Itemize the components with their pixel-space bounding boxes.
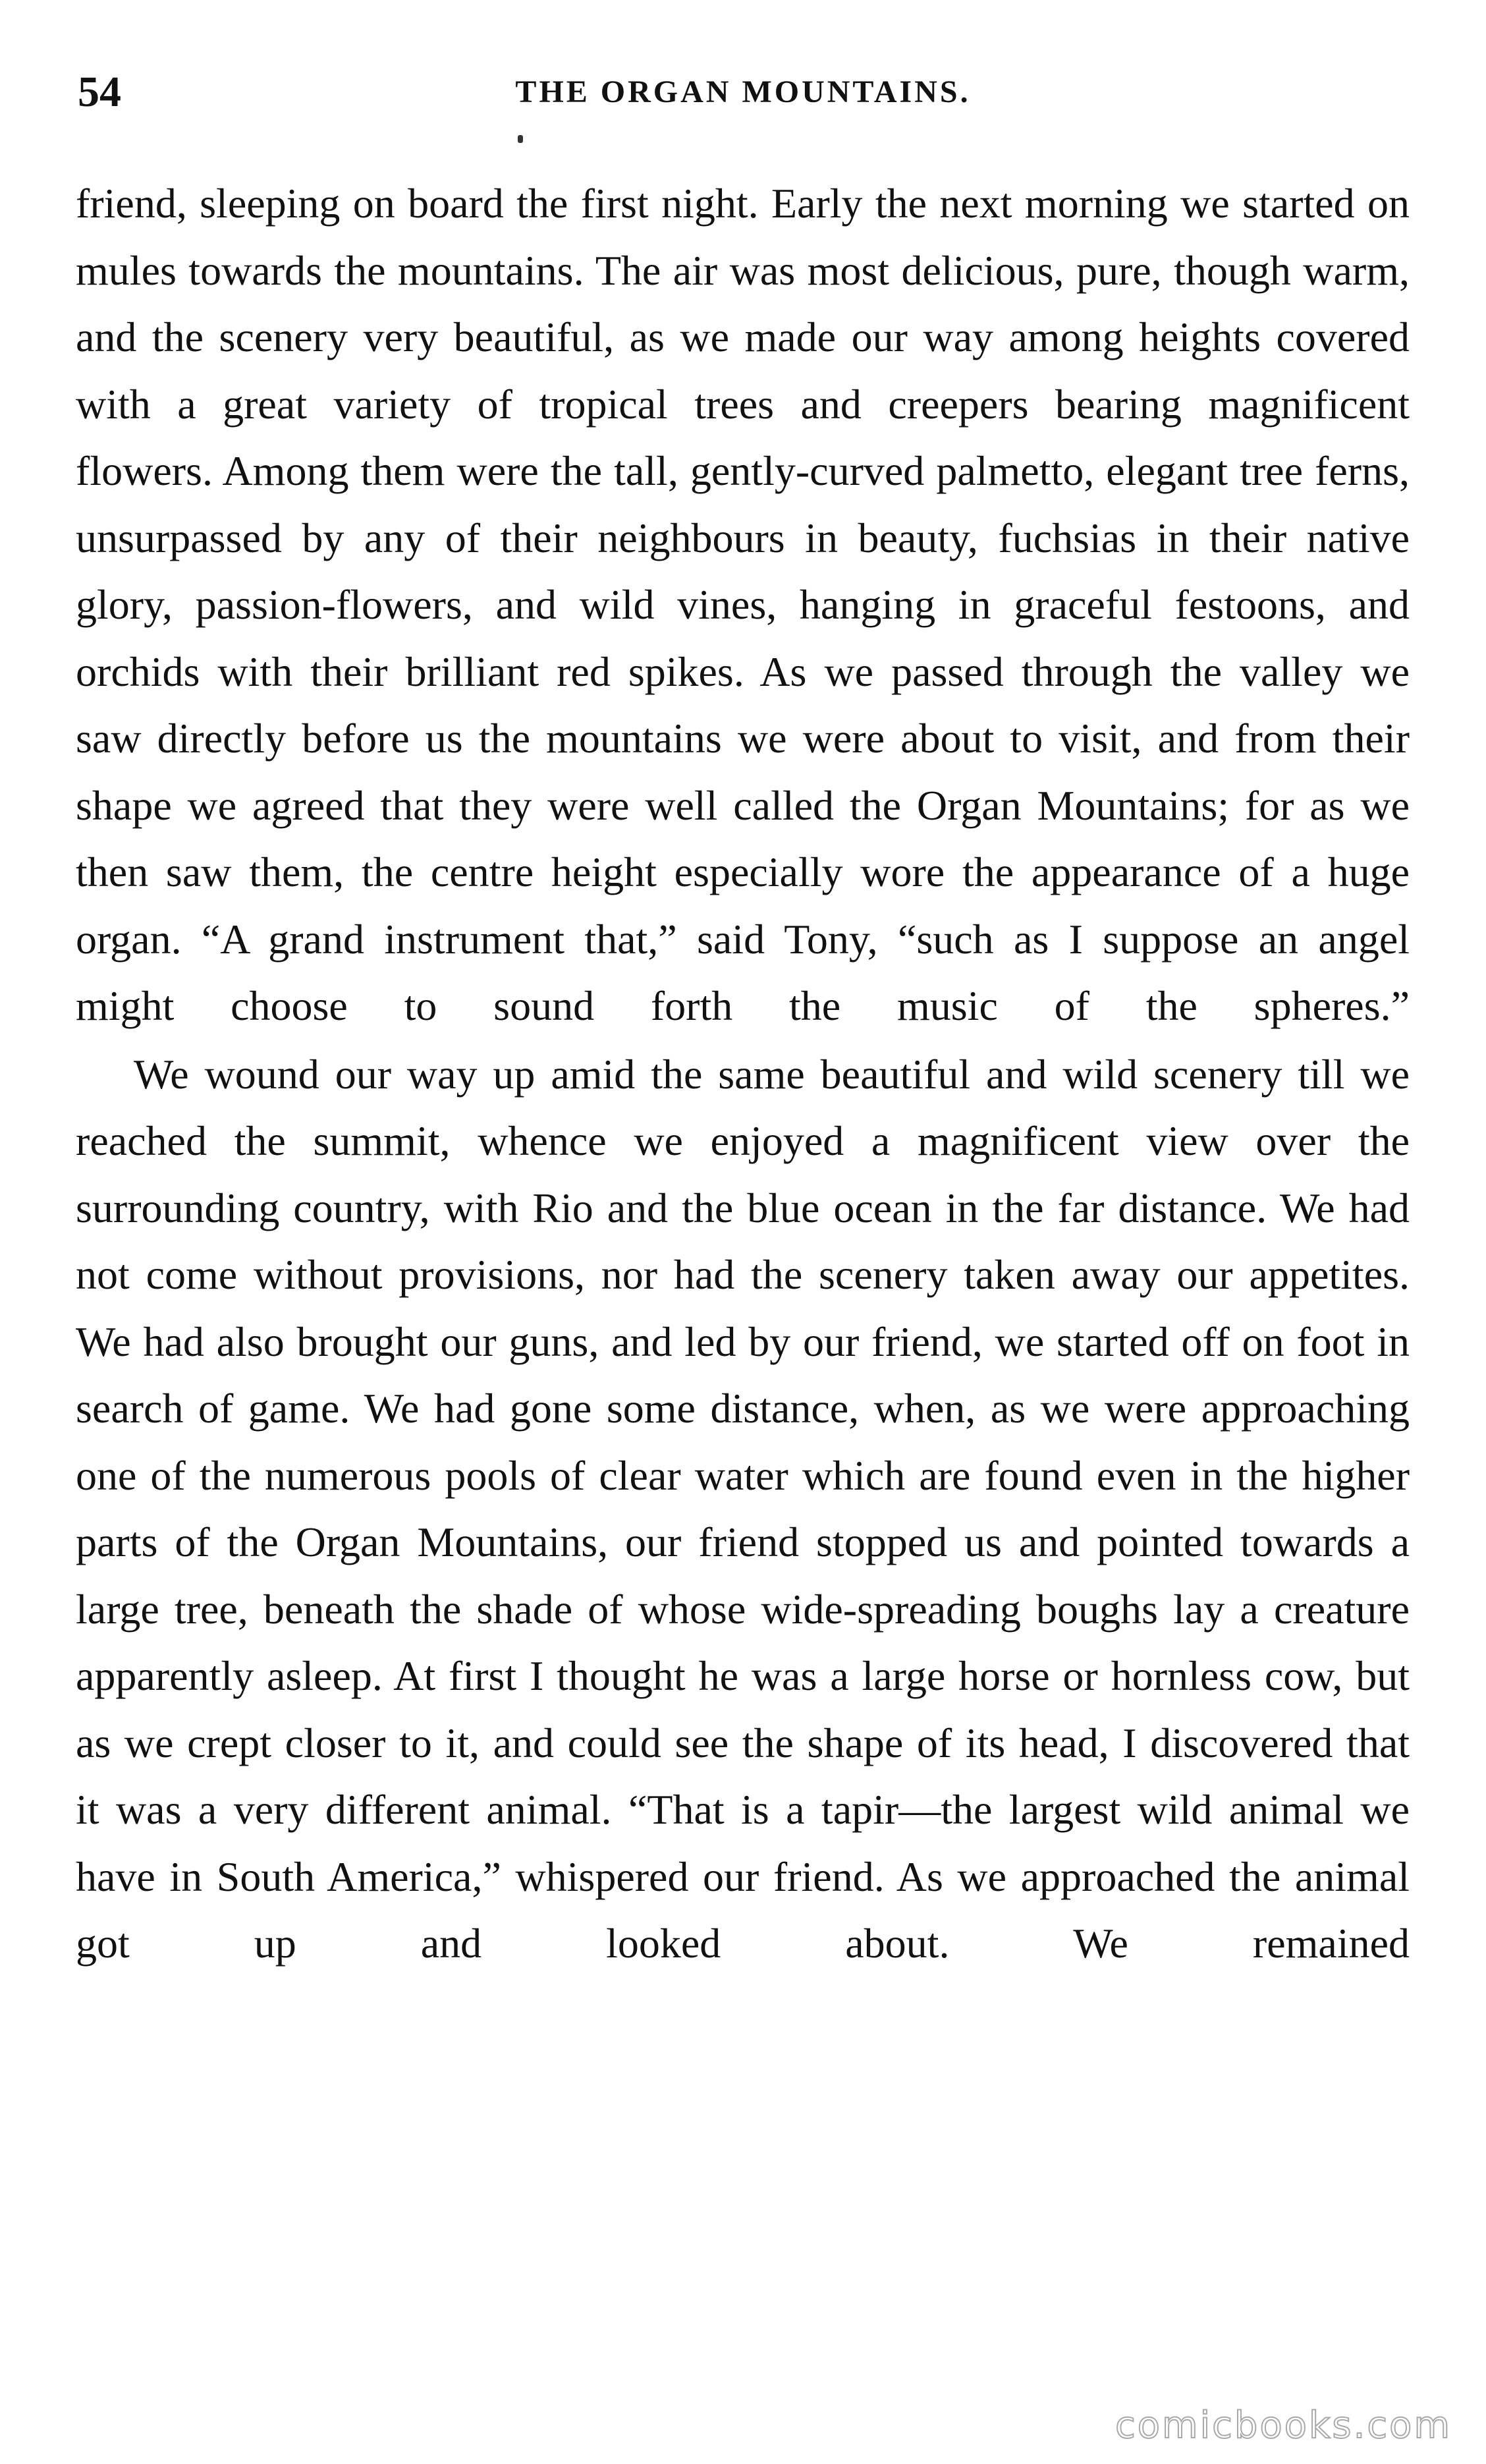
page-header — [78, 66, 1408, 119]
body-text — [76, 170, 1410, 1977]
paragraph-2: We wound our way up amid the same beautiful and wild scenery till we reached the summit, whence we enjoyed a magnificent view over the surrounding country, with Rio and the blue ocean in the far distance. We had not come without provisions, nor had the scenery taken away our appetites. We had also brought our guns, and led by our friend, we started off on foot in search of game. We had gone some distance, when, as we were approaching one of the numerous pools of clear water which are found even in the higher parts of the Organ Mountains, our friend stopped us and pointed towards a large tree, beneath the shade of whose wide-spreading boughs lay a creature apparently asleep. At first I thought he was a large horse or hornless cow, but as we crept closer to it, and could see the shape of its head, I discovered that it was a very different animal. “That is a tapir—the largest wild animal we have in South America,” whispered our friend. As we approached the animal got up and looked about. We remained — [76, 1050, 1410, 1967]
running-head: THE ORGAN MOUNTAINS. — [515, 74, 971, 109]
watermark: comicbooks.com — [1114, 2404, 1452, 2447]
ink-speck — [518, 135, 523, 143]
paragraph-1: friend, sleeping on board the first night. Early the next morning we started on mules towards the mountains. The air was most delicious, pure, though warm, and the scenery very beautiful, as we made our way among heights covered with a great variety of tropical trees and creepers bearing magnificent flowers. Among them were the tall, gently-curved palmetto, elegant tree ferns, unsurpassed by any of their neighbours in beauty, fuchsias in their native glory, passion-flowers, and wild vines, hanging in graceful festoons, and orchids with their brilliant red spikes. As we passed through the valley we saw directly before us the mountains we were about to visit, and from their shape we agreed that they were well called the Organ Mountains; for as we then saw them, the centre height especially wore the appearance of a huge organ. “A grand instrument that,” said Tony, “such as I suppose an angel might choose to sound forth the music of the spheres.” — [76, 180, 1410, 1029]
page-number: 54 — [78, 68, 121, 116]
